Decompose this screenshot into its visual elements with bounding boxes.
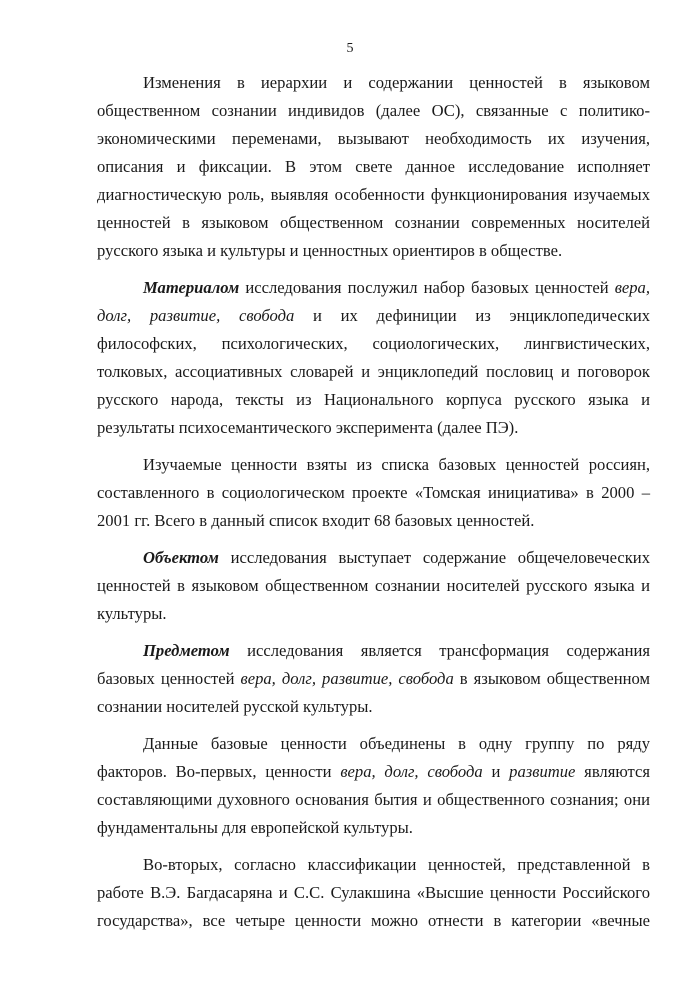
- paragraph-text: Данные базовые ценности объединены в одну группу по ряду факторов. Во-первых, ценности: [97, 734, 650, 781]
- paragraph-text: являются составляющими духовного основания бытия и общественного сознания; они фундаментальны для европейской культуры.: [97, 762, 650, 837]
- value-term: развитие: [509, 762, 576, 781]
- paragraph-subject: [97, 637, 650, 721]
- paragraph-text: исследования послужил набор базовых ценностей: [239, 278, 615, 297]
- page-number: 5: [346, 41, 354, 56]
- paragraph-material: [97, 274, 650, 442]
- paragraph-factors: [97, 730, 650, 842]
- paragraph-text: Изучаемые ценности взяты из списка базовых ценностей россиян, составленного в социологическом проекте «Томская инициатива» в 2000 – 2001 гг. Всего в данный список входит 68 базовых ценностей.: [97, 455, 650, 530]
- paragraph-text: исследования является трансформация содержания базовых ценностей: [97, 641, 650, 688]
- values-list: вера, долг, развитие, свобода: [240, 669, 454, 688]
- paragraph-intro: [97, 69, 650, 265]
- paragraph-text: и: [482, 762, 510, 781]
- body-text: [97, 69, 650, 935]
- paragraph-text: Изменения в иерархии и содержании ценностей в языковом общественном сознании индивидов (далее ОС), связанные с политико-экономическими переменами, вызывают необходимость их изучения, описания и фиксации. В этом свете данное исследование исполняет диагностическую роль, выявляя особенности функционирования изучаемых ценностей в языковом общественном сознании современных носителей русского языка и культуры и ценностных ориентиров в обществе.: [97, 73, 650, 260]
- paragraph-source: [97, 451, 650, 535]
- values-list: вера, долг, свобода: [340, 762, 483, 781]
- term-material: Материалом: [143, 278, 240, 297]
- paragraph-text: в языковом общественном сознании носителей русской культуры.: [97, 669, 651, 716]
- term-subject: Предметом: [143, 641, 230, 660]
- paragraph-classification: [97, 851, 650, 935]
- paragraph-text: и их дефиниции из энциклопедических философских, психологических, социологических, лингвистических, толковых, ассоциативных словарей и энциклопедий пословиц и поговорок русского народа, тексты из Национального корпуса русского языка и результаты психосемантического эксперимента (далее ПЭ).: [97, 306, 650, 437]
- values-list: вера, долг, развитие, свобода: [97, 278, 650, 325]
- term-object: Объектом: [143, 548, 219, 567]
- paragraph-text: исследования выступает содержание общечеловеческих ценностей в языковом общественном сознании носителей русского языка и культуры.: [97, 548, 650, 623]
- paragraph-text: Во-вторых, согласно классификации ценностей, представленной в работе В.Э. Багдасаряна и С.С. Сулакшина «Высшие ценности Российского государства», все четыре ценности можно отнести в категории «вечные: [97, 855, 650, 930]
- paragraph-object: [97, 544, 650, 628]
